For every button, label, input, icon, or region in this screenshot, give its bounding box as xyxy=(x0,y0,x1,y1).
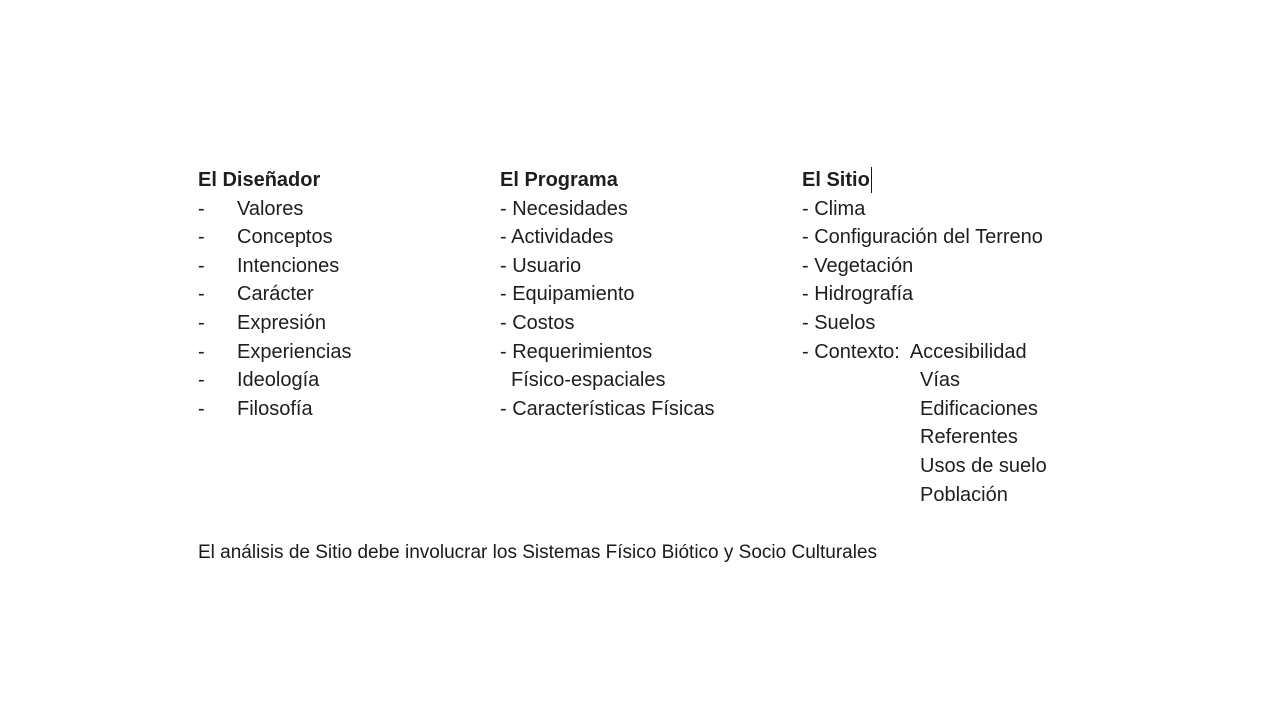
list-dash: - xyxy=(198,254,205,277)
list-dash: - xyxy=(198,311,205,334)
contexto-subitem: Referentes xyxy=(920,426,1018,449)
footer-note: El análisis de Sitio debe involucrar los Sistemas Físico Biótico y Socio Culturales xyxy=(198,542,878,563)
list-item-text: Valores xyxy=(237,197,304,220)
list-item: - Costos xyxy=(500,311,575,334)
text-cursor xyxy=(871,167,873,193)
list-item: - Requerimientos xyxy=(500,340,653,363)
list-item xyxy=(198,252,488,281)
contexto-subitem: Edificaciones xyxy=(920,397,1038,420)
list-item-text: Ideología xyxy=(237,369,320,392)
list-item xyxy=(198,309,488,338)
list-item-text: Conceptos xyxy=(237,226,333,249)
list-dash: - xyxy=(198,283,205,306)
list-item: - Equipamiento xyxy=(500,283,635,306)
list-dash: - xyxy=(198,226,205,249)
heading-el-sitio xyxy=(802,166,1102,195)
list-item-text: Experiencias xyxy=(237,340,352,363)
list-dash: - xyxy=(198,369,205,392)
list-dash: - xyxy=(198,397,205,420)
list-item-text: Intenciones xyxy=(237,254,340,277)
column-el-programa xyxy=(500,166,790,423)
list-item-text: Expresión xyxy=(237,311,326,334)
column-el-sitio xyxy=(802,166,1102,509)
list-item: - Configuración del Terreno xyxy=(802,226,1043,249)
list-item: - Vegetación xyxy=(802,254,914,277)
list-item xyxy=(198,195,488,224)
list-item xyxy=(198,338,488,367)
contexto-subitem: Vías xyxy=(920,369,961,392)
list-item xyxy=(198,280,488,309)
list-item: - Actividades xyxy=(500,226,614,249)
list-item-contexto: - Contexto: Accesibilidad xyxy=(802,340,1027,363)
contexto-subitem: Usos de suelo xyxy=(920,454,1047,477)
column-el-disenador xyxy=(198,166,488,423)
list-item-text: Carácter xyxy=(237,283,314,306)
list-item: - Hidrografía xyxy=(802,283,914,306)
list-item: - Necesidades xyxy=(500,197,628,220)
list-dash: - xyxy=(198,197,205,220)
list-item: - Características Físicas xyxy=(500,397,715,420)
heading-el-sitio-text: El Sitio xyxy=(802,169,870,191)
list-dash: - xyxy=(198,340,205,363)
list-item-continuation: Físico-espaciales xyxy=(511,369,666,392)
list-item: - Clima xyxy=(802,197,866,220)
heading-el-programa: El Programa xyxy=(500,169,618,191)
list-item xyxy=(198,395,488,424)
list-item xyxy=(198,223,488,252)
list-item-text: Filosofía xyxy=(237,397,313,420)
list-item: - Suelos xyxy=(802,311,876,334)
heading-el-disenador: El Diseñador xyxy=(198,169,321,191)
contexto-subitem: Población xyxy=(920,483,1008,506)
list-item xyxy=(198,366,488,395)
list-item: - Usuario xyxy=(500,254,582,277)
